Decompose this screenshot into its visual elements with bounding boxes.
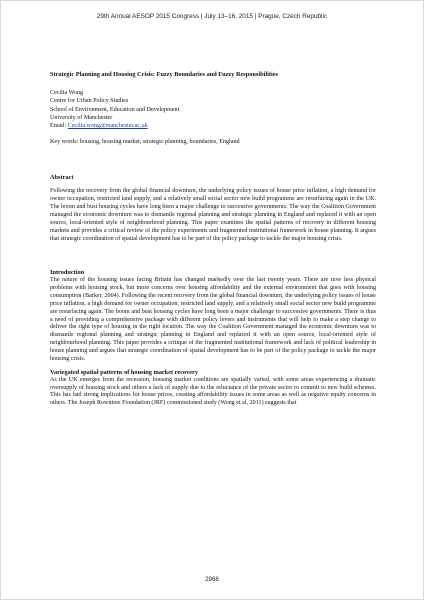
introduction-text: The nature of the housing issues facing Britain has changed markedly over the last twenty years. There are now less physical problems with housing stock, but more concerns over housing affordability and the external environment that goes with housing consumption (Barker, 2004). Following the recent recovery from the global financial downturn, the underlying policy issues of house price inflation, a high demand for owner occupation, restricted land supply, and a relatively small social sector new build programme are resurfacing again. The boom and bust housing cycles have long been a major challenge to successive governments. There is thus a need of providing a comprehensive package with different policy levers and instruments that will help to make a step change to deliver the right type of housing in the right location. The way the Coalition Government managed the economic downturn was to dismantle regional planning and strategic planning in England and replaced it with an open source, local-oriented style of neighbourhood planning. This paper provides a critique of the fragmented institutional framework and lack of political leadership in house planning and argues that strategic coordination of spatial development has to be part of the policy package to tackle the major housing crisis. bbox=[50, 277, 376, 362]
keywords: Key words: housing, housing market, strategic planning, boundaries, England bbox=[50, 139, 240, 146]
author-email-line bbox=[50, 122, 376, 130]
introduction-heading: Introduction bbox=[50, 269, 85, 277]
email-label: Email: bbox=[50, 123, 68, 130]
author-affiliation-university: University of Manchester bbox=[50, 114, 113, 121]
running-head: 29th Annual AESOP 2015 Congress | July 13–16, 2015 | Prague, Czech Republic bbox=[96, 13, 328, 20]
email-link[interactable]: Cecilia.wong@manchester.ac.uk bbox=[67, 123, 148, 130]
variegated-text: As the UK emerges from the recession, housing market conditions are spatially varied, with some areas experiencing a dramatic oversupply of housing stock and others a lack of supply due to the reluctance of the private sector to commit to new build schemes. This has had strong implications for house prices, creating affordability issues in some areas as well as negative equity concerns in others. The Joseph Rowntree Foundation (JRF) commissioned study (Wong et al, 2011) suggests that bbox=[50, 376, 376, 407]
abstract-heading: Abstract bbox=[50, 174, 74, 182]
abstract-text: Following the recovery from the global financial downturn, the underlying policy issues of house price inflation, a high demand for owner occupation, restricted land supply, and a relatively small social sector new build programme are resurfacing again in the UK. The boom and bust housing cycles have long been a major challenge to successive governments. The way the Coalition Government managed the economic downturn was to dismantle regional planning and strategic planning in England and replaced it with an open source, local-oriented style of neighbourhood planning. This paper examines the spatial patterns of recovery in different housing markets and provides a critical review of the policy experiments and fragmented institutional framework in house planning. It argues that strategic coordination of spatial development has to be part of the policy package to tackle the major housing crisis. bbox=[50, 188, 376, 242]
page-content bbox=[50, 70, 376, 408]
author-block bbox=[50, 89, 376, 130]
page-number: 2968 bbox=[205, 576, 219, 583]
author-affiliation-centre: Centre for Urban Policy Studies bbox=[50, 98, 129, 105]
author-name: Cecilia Wong bbox=[50, 90, 84, 96]
paper-title: Strategic Planning and Housing Crisis: Fuzzy Boundaries and Fuzzy Responsibilities bbox=[50, 71, 278, 78]
variegated-heading: Variegated spatial patterns of housing market recovery bbox=[50, 368, 198, 376]
author-affiliation-school: School of Environment, Education and Development bbox=[50, 106, 180, 113]
